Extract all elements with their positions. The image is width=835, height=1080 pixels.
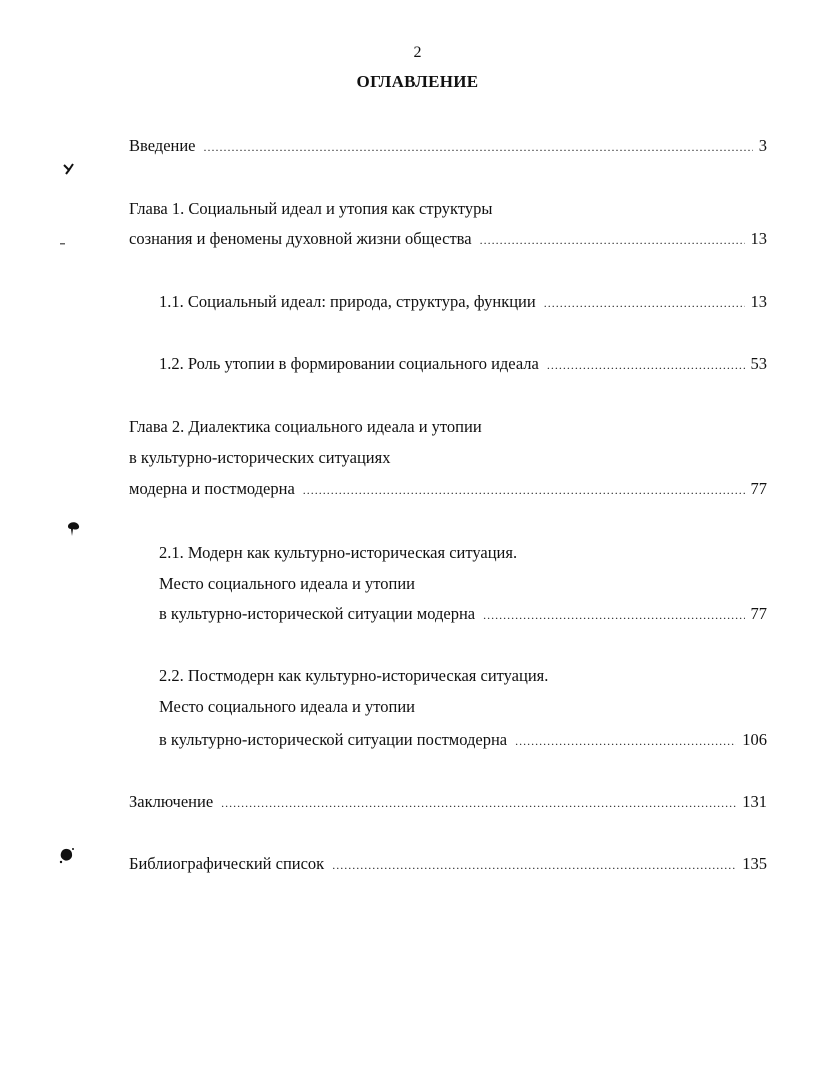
toc-entry-section-2-1[interactable] — [159, 604, 767, 625]
dot-leader — [480, 230, 745, 250]
toc-section-2-1-line-1[interactable]: 2.1. Модерн как культурно-историческая ситуация. — [159, 543, 518, 562]
speck-mark — [61, 849, 72, 861]
toc-chapter-2-line-1[interactable]: Глава 2. Диалектика социального идеала и утопии — [129, 417, 482, 436]
speck-dot — [60, 861, 62, 863]
toc-page-number: 13 — [750, 229, 767, 248]
toc-page-number: 106 — [742, 730, 767, 749]
dot-leader — [221, 793, 736, 813]
toc-page-number: 53 — [750, 354, 767, 373]
toc-entry-section-2-2[interactable] — [159, 730, 767, 751]
toc-page-number: 3 — [758, 136, 767, 155]
toc-section-2-1-line-2[interactable]: Место социального идеала и утопии — [159, 574, 415, 593]
toc-entry-section-1-2[interactable] — [159, 354, 767, 375]
toc-page-number: 13 — [750, 292, 767, 311]
dot-leader — [515, 731, 736, 751]
dot-leader — [303, 480, 745, 500]
toc-section-2-2-line-1[interactable]: 2.2. Постмодерн как культурно-историческая ситуация. — [159, 666, 549, 685]
dot-leader — [332, 855, 736, 875]
toc-entry-chapter-1[interactable] — [129, 229, 767, 250]
toc-entry-conclusion[interactable] — [129, 792, 767, 813]
toc-section-2-2-line-2[interactable]: Место социального идеала и утопии — [159, 697, 415, 716]
toc-entry-text: 1.1. Социальный идеал: природа, структура, функции — [159, 292, 536, 311]
toc-entry-chapter-2[interactable] — [129, 479, 767, 500]
speck-mark — [64, 164, 73, 174]
toc-entry-text: сознания и феномены духовной жизни общества — [129, 229, 472, 248]
speck-mark — [68, 522, 79, 536]
toc-entry-intro[interactable] — [129, 136, 767, 157]
scan-speck-4 — [60, 242, 66, 246]
toc-entry-text: модерна и постмодерна — [129, 479, 295, 498]
speck-dot — [72, 848, 74, 850]
toc-page-number: 131 — [742, 792, 767, 811]
toc-page-number: 77 — [750, 604, 767, 623]
toc-entry-bibliography[interactable] — [129, 854, 767, 875]
scan-speck-2 — [66, 520, 82, 538]
toc-entry-text: Библиографический список — [129, 854, 325, 873]
toc-entry-section-1-1[interactable] — [159, 292, 767, 313]
scan-speck-1 — [62, 162, 76, 176]
dot-leader — [204, 137, 753, 157]
dot-leader — [483, 605, 744, 625]
page-title: ОГЛАВЛЕНИЕ — [356, 72, 479, 91]
toc-chapter-1-line-1[interactable]: Глава 1. Социальный идеал и утопия как структуры — [129, 199, 493, 218]
toc-entry-text: Заключение — [129, 792, 214, 811]
toc-chapter-2-line-2[interactable]: в культурно-исторических ситуациях — [129, 448, 391, 467]
speck-mark — [60, 243, 65, 245]
toc-entry-text: в культурно-исторической ситуации постмодерна — [159, 730, 508, 749]
scan-speck-3 — [58, 846, 76, 866]
toc-entry-text: 1.2. Роль утопии в формировании социального идеала — [159, 354, 539, 373]
toc-entry-text: в культурно-исторической ситуации модерна — [159, 604, 476, 623]
toc-page-number: 135 — [742, 854, 767, 873]
page-number: 2 — [413, 44, 422, 61]
dot-leader — [544, 293, 745, 313]
dot-leader — [547, 355, 745, 375]
toc-entry-text: Введение — [129, 136, 196, 155]
toc-page-number: 77 — [750, 479, 767, 498]
